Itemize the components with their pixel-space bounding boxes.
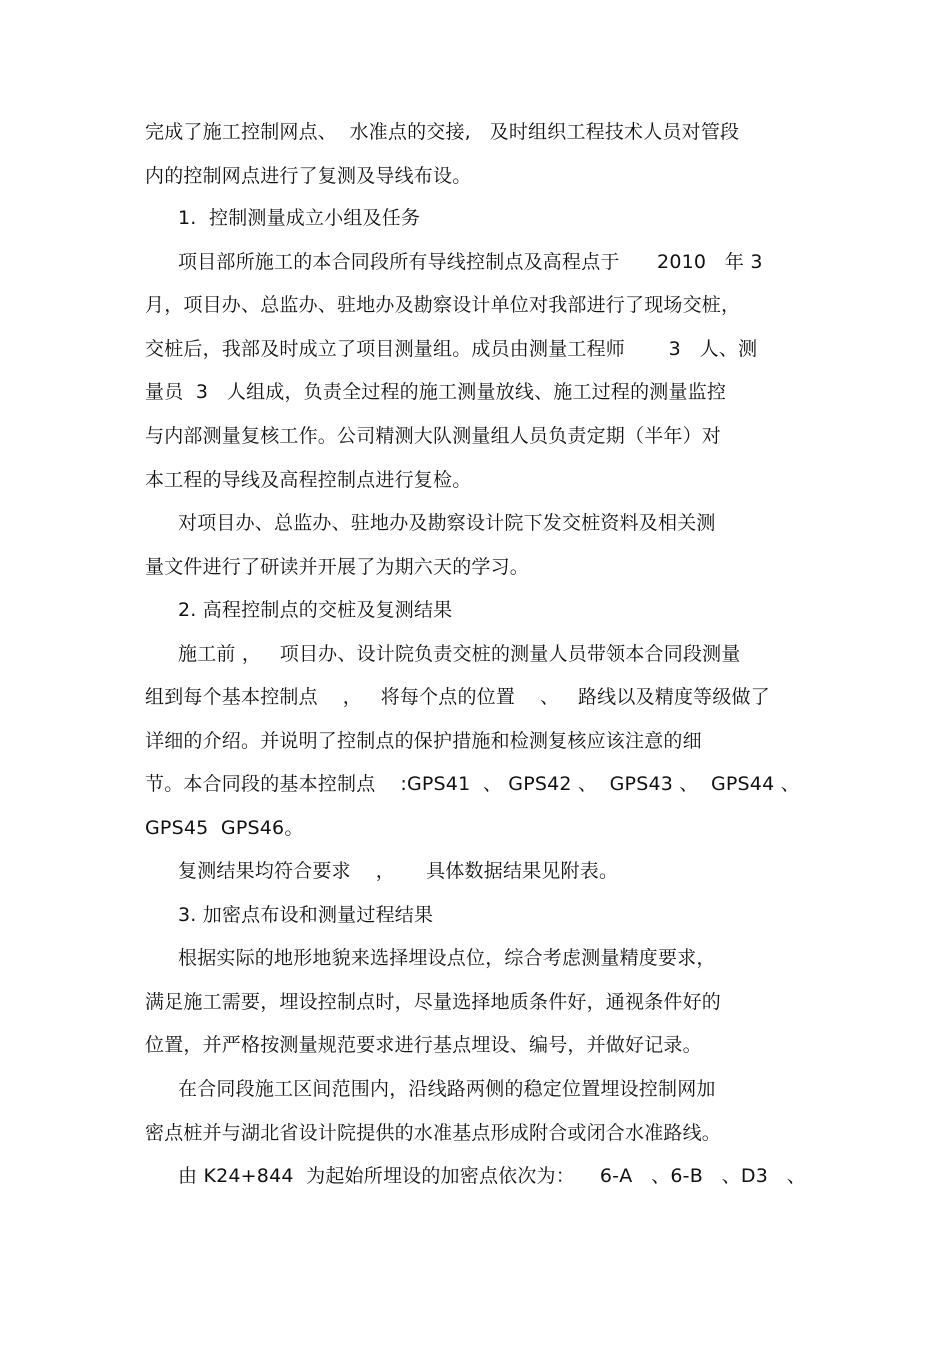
section-heading: 2. 高程控制点的交桩及复测结果 <box>178 599 453 621</box>
text-line: 量员 3 人组成，负责全过程的施工测量放线、施工过程的测量监控 <box>145 381 727 403</box>
text-line: 对项目办、总监办、驻地办及勘察设计院下发交桩资料及相关测 <box>178 512 716 534</box>
text-line: 复测结果均符合要求 ， 具体数据结果见附表。 <box>178 860 619 882</box>
text-line: 在合同段施工区间范围内，沿线路两侧的稳定位置埋设控制网加 <box>178 1078 716 1100</box>
text-line: 详细的介绍。并说明了控制点的保护措施和检测复核应该注意的细 <box>145 730 702 752</box>
text-line: 组到每个基本控制点 ， 将每个点的位置 、 路线以及精度等级做了 <box>145 686 770 708</box>
text-line: 本工程的导线及高程控制点进行复检。 <box>145 469 472 491</box>
text-line: 月，项目办、总监办、驻地办及勘察设计单位对我部进行了现场交桩， <box>145 294 741 316</box>
section-heading: 1. 控制测量成立小组及任务 <box>178 207 421 229</box>
text-line: 施工前 ， 项目办、设计院负责交桩的测量人员带领本合同段测量 <box>178 643 741 665</box>
text-line: 完成了施工控制网点、 水准点的交接, 及时组织工程技术人员对管段 <box>145 121 740 143</box>
text-line: 与内部测量复核工作。公司精测大队测量组人员负责定期（半年）对 <box>145 425 722 447</box>
text-line: 量文件进行了研读并开展了为期六天的学习。 <box>145 556 530 578</box>
text-line: 根据实际的地形地貌来选择埋设点位，综合考虑测量精度要求， <box>178 947 716 969</box>
text-line: 项目部所施工的本合同段所有导线控制点及高程点于 2010 年 3 <box>178 251 763 273</box>
text-line: 由 K24+844 为起始所埋设的加密点依次为： 6-A 、6-B 、D3 、 <box>178 1165 806 1187</box>
text-line: 交桩后，我部及时成立了项目测量组。成员由测量工程师 3 人、测 <box>145 338 758 360</box>
text-line: 位置，并严格按测量规范要求进行基点埋设、编号，并做好记录。 <box>145 1034 702 1056</box>
text-line: 满足施工需要，埋设控制点时，尽量选择地质条件好，通视条件好的 <box>145 991 722 1013</box>
section-heading: 3. 加密点布设和测量过程结果 <box>178 904 434 926</box>
text-line: GPS45 GPS46。 <box>145 817 304 839</box>
text-line: 内的控制网点进行了复测及导线布设。 <box>145 165 472 187</box>
text-line: 密点桩并与湖北省设计院提供的水准基点形成附合或闭合水准路线。 <box>145 1122 722 1144</box>
text-line: 节。本合同段的基本控制点 :GPS41 、 GPS42 、 GPS43 、 GPS44 、 <box>145 773 800 795</box>
